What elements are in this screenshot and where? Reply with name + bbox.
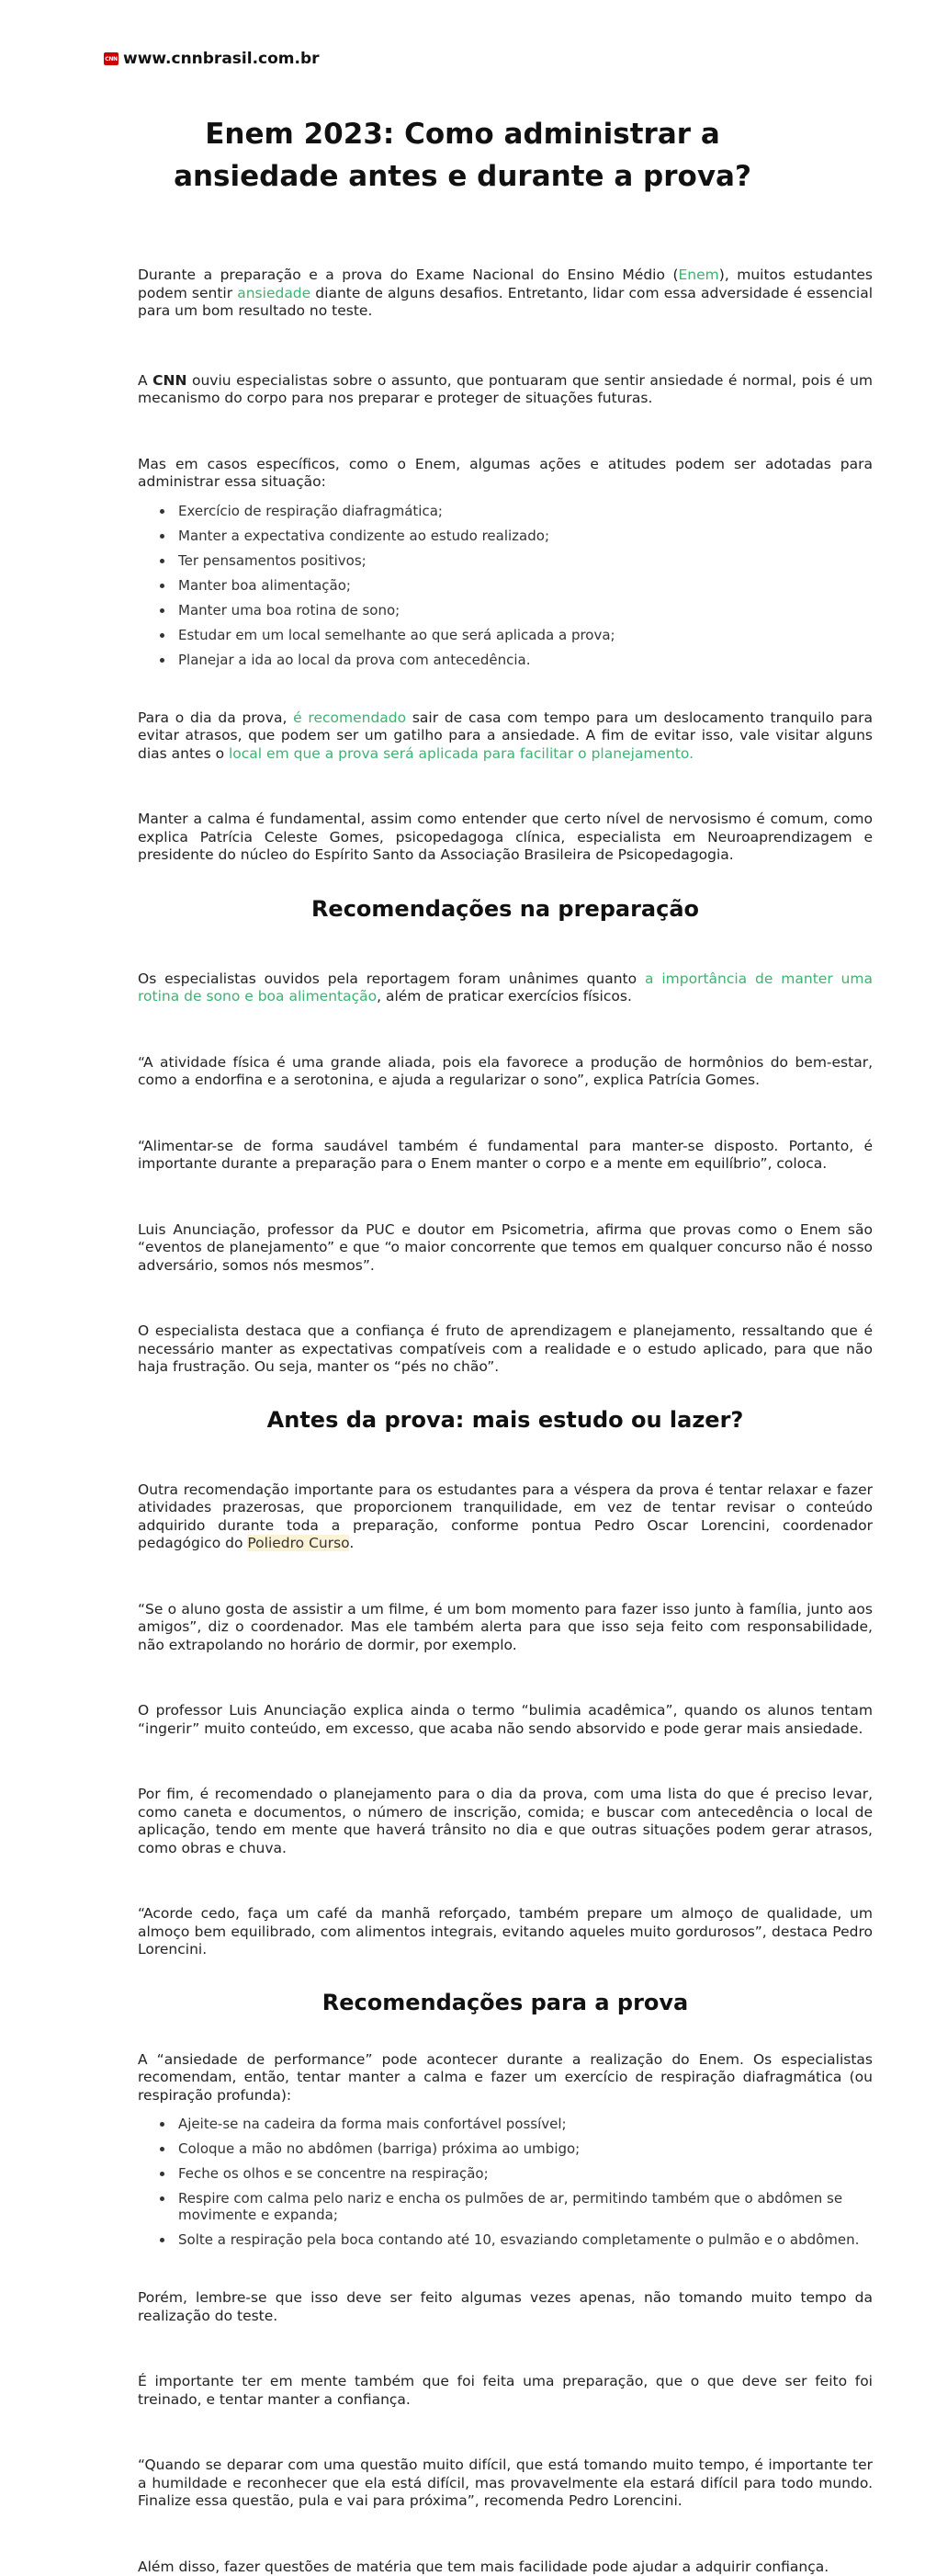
cnn-logo-icon: CNN [104,52,118,65]
link-recomendado[interactable]: é recomendado [293,709,406,726]
paragraph-cnn: A CNN ouviu especialistas sobre o assunto, que pontuaram que sentir ansiedade é normal, pois é um mecanismo do corpo para nos preparar e proteger de situações futuras. [138,372,873,408]
paragraph-bulimia: O professor Luis Anunciação explica ainda o termo “bulimia acadêmica”, quando os alunos tentam “ingerir” muito conteúdo, em excesso, que acaba não sendo absorvido e pode gerar mais ansiedade. [138,1702,873,1738]
list-item: • Manter a expectativa condizente ao estudo realizado; [175,528,873,544]
breathing-steps-list [138,2116,873,2248]
heading-before-exam: Antes da prova: mais estudo ou lazer? [138,1406,873,1434]
list-item: • Manter uma boa rotina de sono; [175,602,873,618]
paragraph-confidence: O especialista destaca que a confiança é fruto de aprendizagem e planejamento, ressaltando que é necessário manter as expectativas compatíveis com a realidade e o estudo aplicado, para que não haja frustração. Ou seja, manter os “pés no chão”. [138,1322,873,1377]
list-item: • Ter pensamentos positivos; [175,552,873,569]
paragraph-performance: A “ansiedade de performance” pode acontecer durante a realização do Enem. Os especialistas recomendam, então, tentar manter a calma e fazer um exercício de respiração diafragmática (ou respiração profunda): [138,2051,873,2105]
heading-during-exam: Recomendações para a prova [138,1989,873,2016]
paragraph-preparation-done: É importante ter em mente também que foi feita uma preparação, que o que deve ser feito foi treinado, e tentar manter a confiança. [138,2373,873,2409]
link-local-prova[interactable]: local em que a prova será aplicada para facilitar o planejamento. [229,745,694,762]
list-item: • Exercício de respiração diafragmática; [175,503,873,519]
paragraph-movie: “Se o aluno gosta de assistir a um filme, é um bom momento para fazer isso junto à família, junto aos amigos”, diz o coordenador. Mas ele também alerta para que isso seja feito com responsabilidade, não extrapolando no horário de dormir, por exemplo. [138,1601,873,1655]
list-item: • Estudar em um local semelhante ao que será aplicada a prova; [175,627,873,643]
link-rotina-sono[interactable]: a importância de manter uma rotina de sono e boa alimentação [138,970,873,1005]
list-item: • Manter boa alimentação; [175,577,873,594]
site-header [0,0,925,70]
article-title: Enem 2023: Como administrar a ansiedade antes e durante a prova? [119,113,806,198]
list-item: • Coloque a mão no abdômen (barriga) próxima ao umbigo; [175,2140,873,2157]
paragraph-caution: Porém, lembre-se que isso deve ser feito algumas vezes apenas, não tomando muito tempo da realização do teste. [138,2289,873,2325]
paragraph-exam-day: Para o dia da prova, é recomendado sair de casa com tempo para um deslocamento tranquilo para evitar atrasos, que podem ser um gatilho para a ansiedade. A fim de evitar isso, vale visitar alguns dias antes o local em que a prova será aplicada para facilitar o planejamento. [138,709,873,764]
highlight-poliedro[interactable]: Poliedro Curso [247,1535,349,1551]
paragraph-luis: Luis Anunciação, professor da PUC e doutor em Psicometria, afirma que provas como o Enem são “eventos de planejamento” e que “o maior concorrente que temos em qualquer concurso não é nosso adversário, somos nós mesmos”. [138,1221,873,1276]
paragraph-nutrition: “Alimentar-se de forma saudável também é fundamental para manter-se disposto. Portanto, é importante durante a preparação para o Enem manter o corpo e a mente em equilíbrio”, coloca. [138,1138,873,1174]
paragraph-breakfast: “Acorde cedo, faça um café da manhã reforçado, também prepare um almoço de qualidade, um almoço bem equilibrado, com alimentos integrais, evitando aqueles muito gordurosos”, destaca Pedro Lorencini. [138,1905,873,1959]
site-url[interactable]: www.cnnbrasil.com.br [123,50,320,68]
paragraph-hard-question: “Quando se deparar com uma questão muito difícil, que está tomando muito tempo, é importante ter a humildade e reconhecer que ela está difícil, mas provavelmente ela estará difícil para todo mundo. Finalize essa questão, pula e vai para próxima”, recomenda Pedro Lorencini. [138,2457,873,2511]
list-item: • Solte a respiração pela boca contando até 10, esvaziando completamente o pulmão e o abdômen. [175,2231,873,2248]
link-enem[interactable]: Enem [679,267,719,283]
paragraph-calm: Manter a calma é fundamental, assim como entender que certo nível de nervosismo é comum, como explica Patrícia Celeste Gomes, psicopedagoga clínica, especialista em Neuroaprendizagem e presidente do núcleo do Espírito Santo da Associação Brasileira de Psicopedagogia. [138,811,873,865]
paragraph-physical-activity: “A atividade física é uma grande aliada, pois ela favorece a produção de hormônios do bem-estar, como a endorfina e a serotonina, e ajuda a regularizar o sono”, explica Patrícia Gomes. [138,1054,873,1090]
list-item: • Respire com calma pelo nariz e encha os pulmões de ar, permitindo também que o abdômen se movimente e expanda; [175,2190,873,2223]
list-item: • Planejar a ida ao local da prova com antecedência. [175,652,873,668]
tips-list [138,503,873,668]
heading-preparation: Recomendações na preparação [138,895,873,923]
paragraph-experts: Os especialistas ouvidos pela reportagem foram unânimes quanto a importância de manter uma rotina de sono e boa alimentação, além de praticar exercícios físicos. [138,970,873,1006]
list-item: • Feche os olhos e se concentre na respiração; [175,2165,873,2182]
link-ansiedade[interactable]: ansiedade [237,285,310,301]
list-item: • Ajeite-se na cadeira da forma mais confortável possível; [175,2116,873,2132]
paragraph-situations: Mas em casos específicos, como o Enem, algumas ações e atitudes podem ser adotadas para administrar essa situação: [138,456,873,492]
paragraph-easy-questions: Além disso, fazer questões de matéria que tem mais facilidade pode ajudar a adquirir confiança. [138,2559,873,2576]
paragraph-planning: Por fim, é recomendado o planejamento para o dia da prova, com uma lista do que é preciso levar, como caneta e documentos, o número de inscrição, comida; e buscar com antecedência o local de aplicação, tendo em mente que haverá trânsito no dia e que outras situações podem gerar atrasos, como obras e chuva. [138,1786,873,1857]
paragraph-intro: Durante a preparação e a prova do Exame Nacional do Ensino Médio (Enem), muitos estudantes podem sentir ansiedade diante de alguns desafios. Entretanto, lidar com essa adversidade é essencial para um bom resultado no teste. [138,267,873,321]
article-body [138,267,873,2576]
paragraph-eve: Outra recomendação importante para os estudantes para a véspera da prova é tentar relaxar e fazer atividades prazerosas, que proporcionem tranquilidade, em vez de tentar revisar o conteúdo adquirido durante toda a preparação, conforme pontua Pedro Oscar Lorencini, coordenador pedagógico do Poliedro Curso. [138,1481,873,1553]
